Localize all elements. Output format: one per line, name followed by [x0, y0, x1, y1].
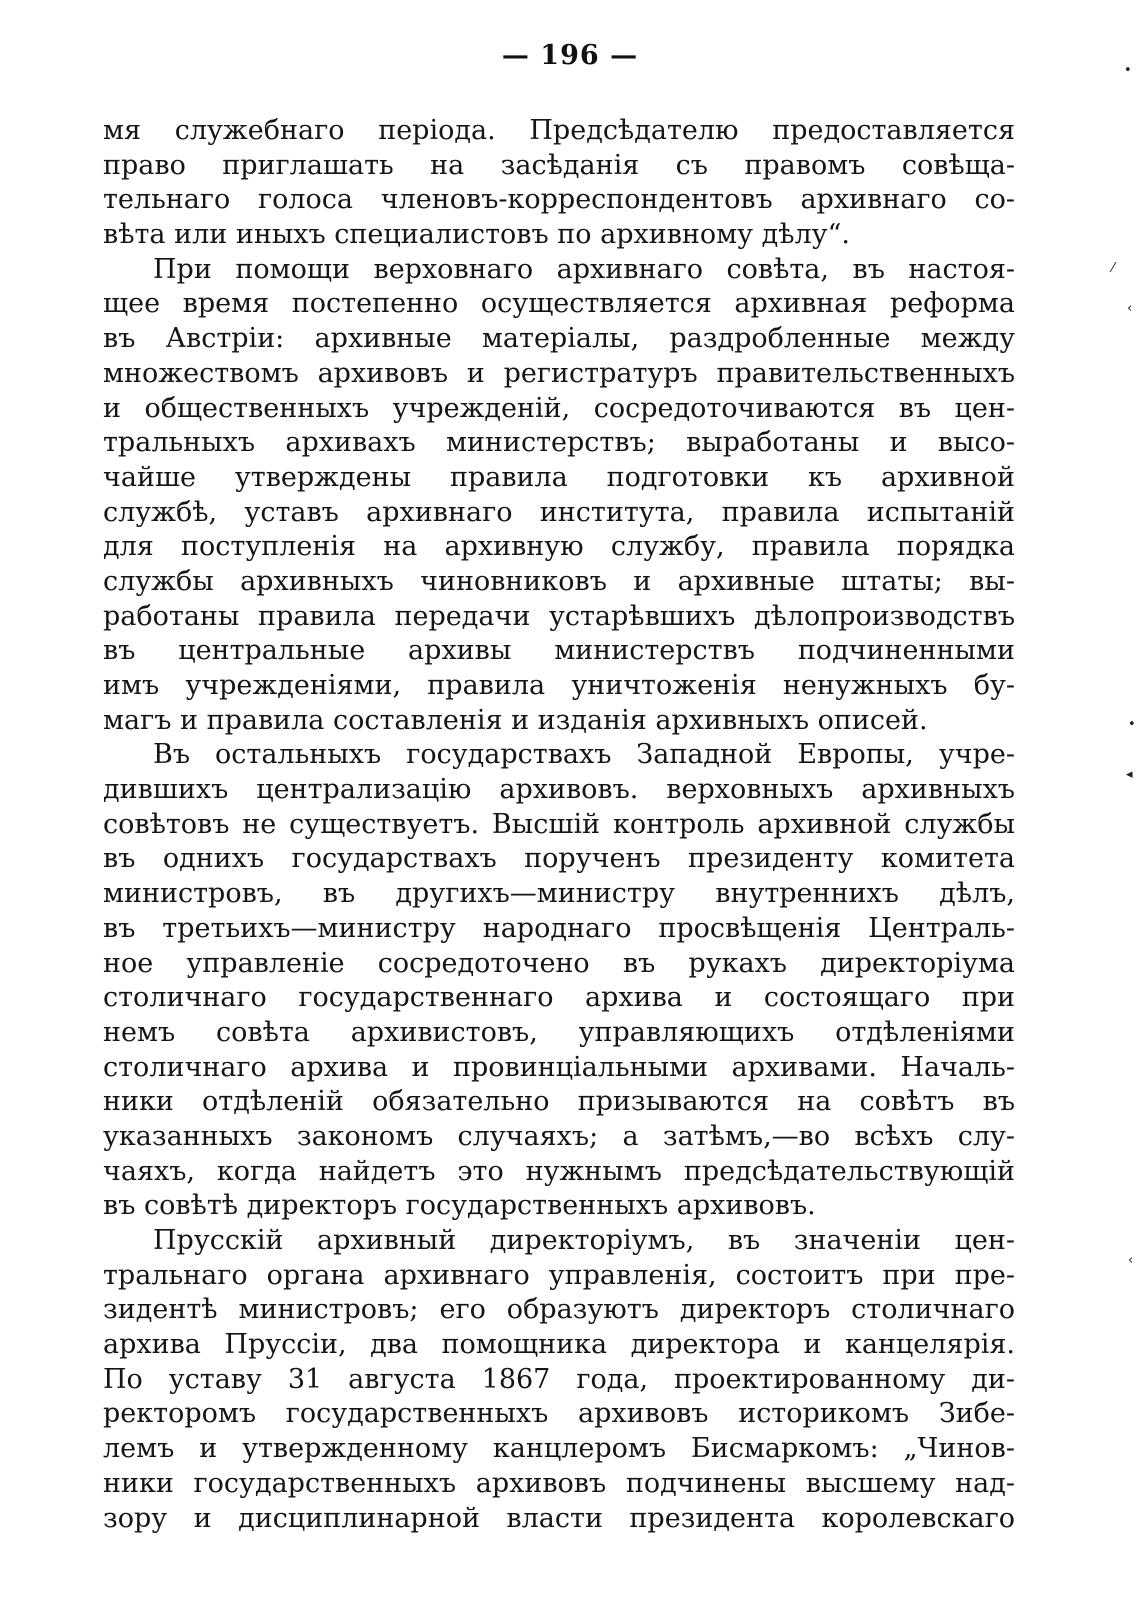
text-line: въ однихъ государствахъ порученъ президенту комитета	[103, 843, 1015, 875]
margin-dot-mark: ‹	[1127, 301, 1133, 316]
text-line: вѣта или иныхъ специалистовъ по архивному дѣлу“.	[103, 219, 850, 251]
text-line: для поступленія на архивную службу, правила порядка	[103, 531, 1015, 563]
text-line: мя служебнаго періода. Предсѣдателю предоставляется	[103, 115, 1015, 146]
margin-dot-mark: •	[1128, 717, 1136, 732]
text-line: зору и дисциплинарной власти президента королевскаго	[103, 1502, 1015, 1534]
text-line: чаяхъ, когда найдетъ это нужнымъ предсѣдательствующій	[103, 1155, 1015, 1187]
text-line: службы архивныхъ чиновниковъ и архивные штаты; вы-	[103, 565, 1015, 597]
text-line: ники отдѣленій обязательно призываются на совѣтъ въ	[103, 1086, 1015, 1118]
text-line: указанныхъ закономъ случаяхъ; а затѣмъ,—во всѣхъ слу-	[103, 1120, 1015, 1152]
margin-arrow-mark: ◂	[1126, 767, 1133, 782]
text-line: тральнаго органа архивнаго управленія, состоитъ при пре-	[103, 1259, 1015, 1291]
text-line: множествомъ архивовъ и регистратуръ правительственныхъ	[103, 357, 1015, 389]
text-line: По уставу 31 августа 1867 года, проектированному ди-	[103, 1363, 1015, 1395]
text-line: и общественныхъ учрежденій, сосредоточиваются въ цен-	[103, 392, 1015, 424]
text-line: право приглашать на засѣданія съ правомъ совѣща-	[103, 149, 1015, 181]
text-line: въ совѣтѣ директоръ государственныхъ архивовъ.	[103, 1190, 816, 1222]
text-line: тральныхъ архивахъ министерствъ; выработаны и высо-	[103, 427, 1015, 459]
text-line: немъ совѣта архивистовъ, управляющихъ отдѣленіями	[103, 1016, 1015, 1048]
text-line: совѣтовъ не существуетъ. Высшій контроль архивной службы	[103, 808, 1015, 840]
text-line: столичнаго государственнаго архива и состоящаго при	[103, 982, 1015, 1014]
text-line: въ центральные архивы министерствъ подчиненными	[103, 635, 1015, 667]
text-line: дившихъ централизацію архивовъ. верховныхъ архивныхъ	[103, 774, 1015, 806]
text-line: магъ и правила составленія и изданія архивныхъ описей.	[103, 704, 928, 736]
text-line: ное управленіе сосредоточено въ рукахъ директоріума	[103, 947, 1015, 979]
page-number: — 196 —	[501, 40, 639, 71]
text-line: ректоромъ государственныхъ архивовъ историкомъ Зибе-	[103, 1398, 1015, 1430]
margin-tick-mark: ⁄	[1112, 261, 1115, 276]
margin-dot-mark: •	[1124, 63, 1132, 78]
body-text	[103, 114, 1015, 1536]
text-line: столичнаго архива и провинціальными архивами. Началь-	[103, 1051, 1015, 1083]
text-line: При помощи верховнаго архивнаго совѣта, въ настоя-	[153, 253, 1015, 285]
text-line: архива Пруссіи, два помощника директора и канцелярія.	[103, 1329, 1015, 1361]
text-line: имъ учрежденіями, правила уничтоженія ненужныхъ бу-	[103, 670, 1015, 701]
text-line: зидентѣ министровъ; его образуютъ директоръ столичнаго	[103, 1294, 1015, 1326]
text-line: Въ остальныхъ государствахъ Западной Европы, учре-	[153, 739, 1015, 771]
text-line: ники государственныхъ архивовъ подчинены высшему над-	[103, 1467, 1015, 1499]
text-line: щее время постепенно осуществляется архивная реформа	[103, 288, 1015, 320]
text-line: работаны правила передачи устарѣвшихъ дѣлопроизводствъ	[103, 600, 1015, 632]
text-line: службѣ, уставъ архивнаго института, правила испытаній	[103, 496, 1015, 528]
text-line: чайше утверждены правила подготовки къ архивной	[103, 461, 1015, 493]
margin-dot-mark: ‹	[1128, 1253, 1134, 1268]
text-line: въ Австріи: архивные матеріалы, раздробленные между	[103, 323, 1015, 355]
text-line: въ третьихъ—министру народнаго просвѣщенія Централь-	[103, 912, 1015, 944]
text-line: тельнаго голоса членовъ-корреспондентовъ архивнаго со-	[103, 184, 1015, 216]
text-line: Прусскій архивный директоріумъ, въ значеніи цен-	[153, 1225, 1015, 1256]
text-line: лемъ и утвержденному канцлеромъ Бисмаркомъ: „Чинов-	[103, 1433, 1015, 1465]
text-line: министровъ, въ другихъ—министру внутреннихъ дѣлъ,	[103, 878, 1015, 910]
